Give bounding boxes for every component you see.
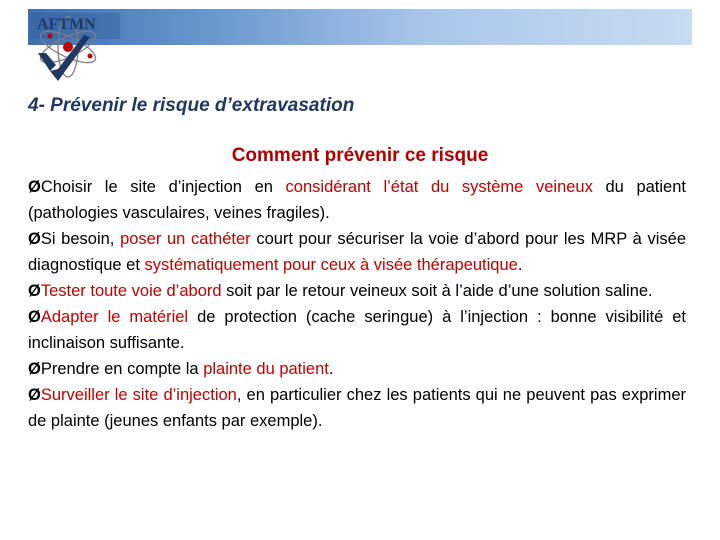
highlight-text: considérant l’état du système veineux (285, 178, 593, 196)
aftmn-logo (28, 9, 123, 91)
arrow-bullet-icon: Ø (28, 360, 41, 378)
list-item: ØSurveiller le site d’injection, en particulier chez les patients qui ne peuvent pas exprimer de plainte (jeunes enfants par exemple). (28, 386, 686, 430)
list-item: ØPrendre en compte la plainte du patient. (28, 360, 334, 378)
page-title: 4- Prévenir le risque d’extravasation (28, 95, 355, 116)
highlight-text: Adapter le matériel (40, 308, 189, 326)
arrow-bullet-icon: Ø (28, 282, 41, 300)
list-item: ØChoisir le site d’injection en considérant l’état du système veineux du patient (pathologies vasculaires, veines fragiles). (28, 178, 686, 222)
arrow-bullet-icon: Ø (28, 230, 41, 248)
logo-text: AFTMN (37, 16, 96, 33)
header-banner (28, 9, 692, 45)
highlight-text: plainte du patient (203, 360, 329, 378)
arrow-bullet-icon: Ø (28, 178, 41, 196)
highlight-text: Tester toute voie d’abord (40, 282, 222, 300)
highlight-text: systématiquement pour ceux à visée thérapeutique (144, 256, 518, 274)
arrow-bullet-icon: Ø (28, 386, 41, 404)
highlight-text: Surveiller le site d’injection (40, 386, 237, 404)
list-item: ØSi besoin, poser un cathéter court pour sécuriser la voie d’abord pour les MRP à visée diagnostique et systématiquement pour ceux à visée thérapeutique. (28, 230, 686, 274)
list-item: ØTester toute voie d’abord soit par le retour veineux soit à l’aide d’une solution saline. (28, 282, 653, 300)
list-item: ØAdapter le matériel de protection (cache seringue) à l’injection : bonne visibilité et inclinaison suffisante. (28, 308, 686, 352)
highlight-text: poser un cathéter (120, 230, 251, 248)
arrow-bullet-icon: Ø (28, 308, 41, 326)
page-subtitle: Comment prévenir ce risque (231, 145, 489, 166)
bullet-list (28, 174, 686, 434)
